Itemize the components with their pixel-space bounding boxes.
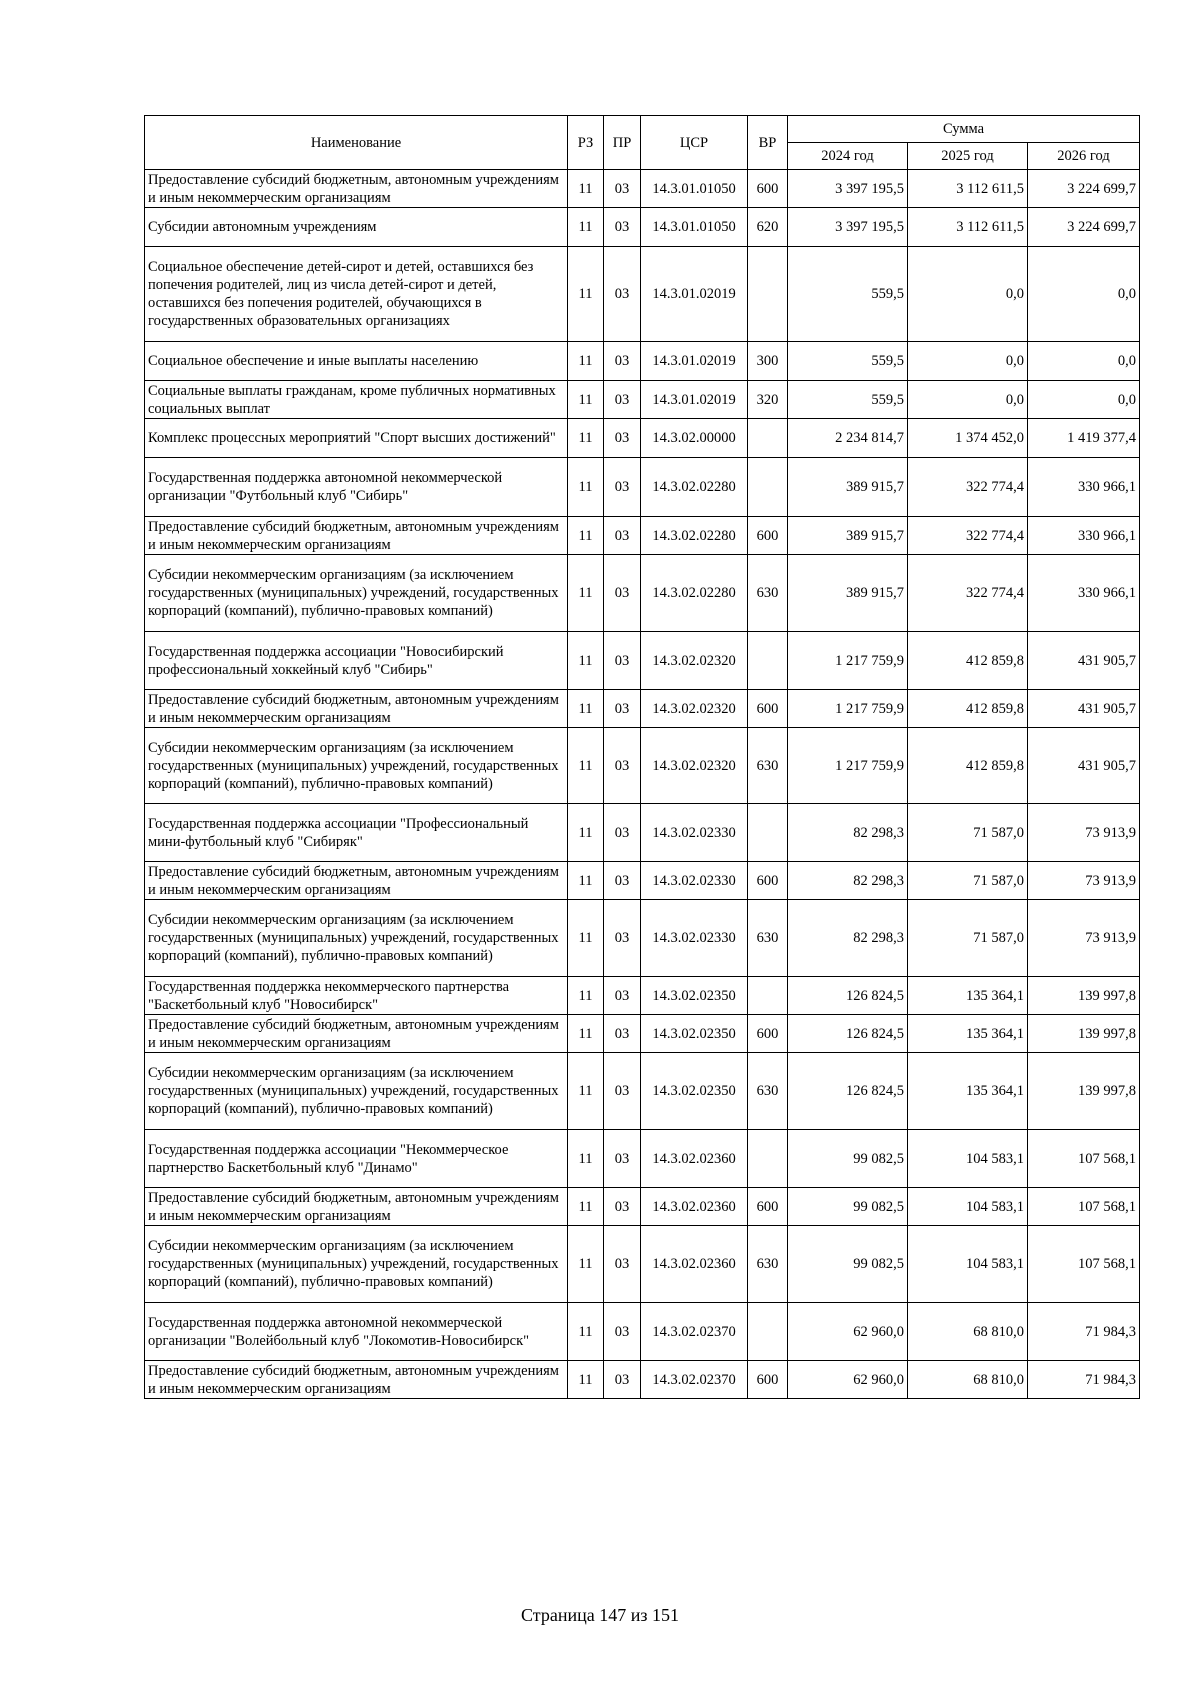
cell-amount-2025: 104 583,1 [908,1226,1028,1303]
cell-csr: 14.3.02.02370 [641,1361,748,1399]
cell-rz: 11 [568,1361,604,1399]
cell-name: Предоставление субсидий бюджетным, автономным учреждениям и иным некоммерческим организациям [145,1015,568,1053]
cell-vr: 600 [748,1015,788,1053]
cell-pr: 03 [604,1053,641,1130]
cell-vr: 600 [748,1361,788,1399]
cell-amount-2025: 71 587,0 [908,900,1028,977]
cell-amount-2024: 389 915,7 [788,555,908,632]
table-row [145,170,1140,208]
cell-vr: 630 [748,1226,788,1303]
cell-pr: 03 [604,555,641,632]
header-pr: ПР [604,116,641,170]
cell-amount-2025: 412 859,8 [908,690,1028,728]
cell-amount-2024: 559,5 [788,381,908,419]
cell-csr: 14.3.02.02350 [641,1053,748,1130]
cell-amount-2024: 62 960,0 [788,1361,908,1399]
page-number: Страница 147 из 151 [521,1605,679,1625]
cell-amount-2024: 99 082,5 [788,1130,908,1188]
cell-amount-2026: 73 913,9 [1028,862,1140,900]
cell-vr [748,632,788,690]
cell-amount-2026: 330 966,1 [1028,517,1140,555]
cell-csr: 14.3.02.02320 [641,632,748,690]
table-row [145,1015,1140,1053]
header-csr: ЦСР [641,116,748,170]
cell-name: Государственная поддержка ассоциации "Профессиональный мини-футбольный клуб "Сибиряк" [145,804,568,862]
cell-amount-2026: 431 905,7 [1028,632,1140,690]
cell-rz: 11 [568,804,604,862]
cell-name: Социальное обеспечение и иные выплаты населению [145,342,568,381]
cell-amount-2025: 1 374 452,0 [908,419,1028,458]
cell-amount-2025: 135 364,1 [908,1015,1028,1053]
cell-amount-2025: 412 859,8 [908,632,1028,690]
cell-name: Предоставление субсидий бюджетным, автономным учреждениям и иным некоммерческим организациям [145,1361,568,1399]
table-row [145,555,1140,632]
table-row [145,458,1140,517]
table-row [145,728,1140,804]
table-row [145,977,1140,1015]
table-row [145,862,1140,900]
cell-amount-2024: 82 298,3 [788,900,908,977]
cell-vr: 620 [748,208,788,247]
cell-amount-2025: 3 112 611,5 [908,208,1028,247]
budget-table [144,115,1140,1399]
table-row [145,208,1140,247]
cell-vr: 600 [748,1188,788,1226]
cell-amount-2024: 82 298,3 [788,804,908,862]
cell-csr: 14.3.01.02019 [641,247,748,342]
cell-amount-2026: 431 905,7 [1028,690,1140,728]
cell-amount-2026: 431 905,7 [1028,728,1140,804]
table-row [145,1188,1140,1226]
cell-name: Государственная поддержка ассоциации "Новосибирский профессиональный хоккейный клуб "Сибирь" [145,632,568,690]
cell-pr: 03 [604,1226,641,1303]
cell-vr [748,804,788,862]
cell-rz: 11 [568,1226,604,1303]
cell-rz: 11 [568,458,604,517]
table-row [145,342,1140,381]
cell-csr: 14.3.02.00000 [641,419,748,458]
cell-pr: 03 [604,632,641,690]
cell-vr: 630 [748,555,788,632]
cell-amount-2026: 73 913,9 [1028,804,1140,862]
header-rz: РЗ [568,116,604,170]
cell-amount-2026: 107 568,1 [1028,1130,1140,1188]
cell-rz: 11 [568,690,604,728]
cell-rz: 11 [568,170,604,208]
cell-pr: 03 [604,1188,641,1226]
cell-amount-2025: 412 859,8 [908,728,1028,804]
cell-csr: 14.3.02.02330 [641,862,748,900]
cell-name: Предоставление субсидий бюджетным, автономным учреждениям и иным некоммерческим организациям [145,862,568,900]
cell-amount-2026: 0,0 [1028,381,1140,419]
cell-amount-2025: 68 810,0 [908,1303,1028,1361]
cell-rz: 11 [568,555,604,632]
cell-amount-2026: 330 966,1 [1028,458,1140,517]
cell-vr: 630 [748,728,788,804]
cell-vr: 630 [748,1053,788,1130]
cell-pr: 03 [604,1361,641,1399]
cell-amount-2025: 135 364,1 [908,977,1028,1015]
table-row [145,1361,1140,1399]
header-name: Наименование [145,116,568,170]
cell-amount-2025: 322 774,4 [908,458,1028,517]
cell-amount-2026: 139 997,8 [1028,977,1140,1015]
cell-name: Субсидии некоммерческим организациям (за исключением государственных (муниципальных) учреждений, государственных корпораций (компаний), публично-правовых компаний) [145,1053,568,1130]
cell-amount-2024: 126 824,5 [788,1053,908,1130]
cell-amount-2026: 3 224 699,7 [1028,208,1140,247]
table-row [145,381,1140,419]
table-body [145,170,1140,1399]
cell-vr: 600 [748,862,788,900]
cell-name: Предоставление субсидий бюджетным, автономным учреждениям и иным некоммерческим организациям [145,517,568,555]
cell-pr: 03 [604,517,641,555]
cell-csr: 14.3.02.02350 [641,1015,748,1053]
header-year-2026: 2026 год [1028,143,1140,170]
cell-amount-2024: 389 915,7 [788,458,908,517]
cell-amount-2026: 73 913,9 [1028,900,1140,977]
cell-rz: 11 [568,1015,604,1053]
cell-vr [748,247,788,342]
cell-pr: 03 [604,458,641,517]
cell-pr: 03 [604,804,641,862]
cell-amount-2025: 135 364,1 [908,1053,1028,1130]
cell-amount-2025: 71 587,0 [908,862,1028,900]
cell-amount-2026: 139 997,8 [1028,1015,1140,1053]
table-row [145,1053,1140,1130]
cell-vr [748,419,788,458]
cell-pr: 03 [604,1130,641,1188]
cell-name: Предоставление субсидий бюджетным, автономным учреждениям и иным некоммерческим организациям [145,1188,568,1226]
cell-pr: 03 [604,208,641,247]
cell-amount-2026: 0,0 [1028,247,1140,342]
table-row [145,517,1140,555]
cell-csr: 14.3.01.02019 [641,342,748,381]
cell-pr: 03 [604,728,641,804]
cell-rz: 11 [568,1303,604,1361]
table-row [145,632,1140,690]
cell-rz: 11 [568,342,604,381]
cell-pr: 03 [604,247,641,342]
cell-amount-2024: 3 397 195,5 [788,170,908,208]
cell-pr: 03 [604,862,641,900]
cell-amount-2026: 3 224 699,7 [1028,170,1140,208]
table-row [145,1303,1140,1361]
cell-vr: 300 [748,342,788,381]
cell-vr [748,1130,788,1188]
table-row [145,247,1140,342]
cell-csr: 14.3.02.02320 [641,690,748,728]
cell-amount-2025: 68 810,0 [908,1361,1028,1399]
table-header [145,116,1140,170]
cell-csr: 14.3.02.02330 [641,804,748,862]
cell-amount-2025: 0,0 [908,381,1028,419]
cell-amount-2024: 126 824,5 [788,977,908,1015]
cell-name: Социальное обеспечение детей-сирот и детей, оставшихся без попечения родителей, лиц из числа детей-сирот и детей, оставшихся без попечения родителей, обучающихся в государственных образовательных организациях [145,247,568,342]
cell-vr [748,977,788,1015]
cell-amount-2025: 0,0 [908,247,1028,342]
cell-amount-2024: 99 082,5 [788,1188,908,1226]
cell-amount-2025: 104 583,1 [908,1188,1028,1226]
cell-csr: 14.3.02.02280 [641,517,748,555]
cell-name: Субсидии автономным учреждениям [145,208,568,247]
cell-vr: 600 [748,690,788,728]
cell-amount-2025: 3 112 611,5 [908,170,1028,208]
cell-amount-2025: 71 587,0 [908,804,1028,862]
cell-amount-2026: 71 984,3 [1028,1361,1140,1399]
cell-rz: 11 [568,900,604,977]
cell-rz: 11 [568,419,604,458]
cell-rz: 11 [568,977,604,1015]
cell-amount-2024: 1 217 759,9 [788,728,908,804]
cell-rz: 11 [568,381,604,419]
table-row [145,804,1140,862]
table-row [145,690,1140,728]
cell-csr: 14.3.02.02360 [641,1188,748,1226]
table-row [145,1130,1140,1188]
cell-pr: 03 [604,690,641,728]
cell-csr: 14.3.02.02280 [641,458,748,517]
cell-vr: 600 [748,517,788,555]
cell-csr: 14.3.01.02019 [641,381,748,419]
cell-name: Субсидии некоммерческим организациям (за исключением государственных (муниципальных) учреждений, государственных корпораций (компаний), публично-правовых компаний) [145,728,568,804]
cell-csr: 14.3.02.02330 [641,900,748,977]
header-year-2024: 2024 год [788,143,908,170]
cell-rz: 11 [568,1130,604,1188]
header-vr: ВР [748,116,788,170]
cell-pr: 03 [604,1015,641,1053]
cell-name: Социальные выплаты гражданам, кроме публичных нормативных социальных выплат [145,381,568,419]
cell-rz: 11 [568,632,604,690]
cell-vr: 630 [748,900,788,977]
cell-amount-2024: 82 298,3 [788,862,908,900]
cell-name: Субсидии некоммерческим организациям (за исключением государственных (муниципальных) учреждений, государственных корпораций (компаний), публично-правовых компаний) [145,1226,568,1303]
cell-pr: 03 [604,381,641,419]
cell-csr: 14.3.02.02360 [641,1130,748,1188]
table-row [145,419,1140,458]
header-sum: Сумма [788,116,1140,143]
cell-rz: 11 [568,728,604,804]
cell-pr: 03 [604,342,641,381]
cell-amount-2024: 1 217 759,9 [788,632,908,690]
cell-amount-2024: 389 915,7 [788,517,908,555]
header-year-2025: 2025 год [908,143,1028,170]
cell-vr: 600 [748,170,788,208]
cell-amount-2024: 2 234 814,7 [788,419,908,458]
cell-vr [748,458,788,517]
cell-csr: 14.3.02.02350 [641,977,748,1015]
cell-amount-2024: 559,5 [788,342,908,381]
cell-vr [748,1303,788,1361]
cell-csr: 14.3.02.02370 [641,1303,748,1361]
cell-name: Предоставление субсидий бюджетным, автономным учреждениям и иным некоммерческим организациям [145,170,568,208]
cell-name: Субсидии некоммерческим организациям (за исключением государственных (муниципальных) учреждений, государственных корпораций (компаний), публично-правовых компаний) [145,900,568,977]
cell-amount-2025: 104 583,1 [908,1130,1028,1188]
cell-amount-2026: 107 568,1 [1028,1226,1140,1303]
cell-csr: 14.3.01.01050 [641,170,748,208]
cell-rz: 11 [568,208,604,247]
cell-name: Предоставление субсидий бюджетным, автономным учреждениям и иным некоммерческим организациям [145,690,568,728]
cell-amount-2024: 126 824,5 [788,1015,908,1053]
cell-amount-2026: 0,0 [1028,342,1140,381]
cell-vr: 320 [748,381,788,419]
cell-rz: 11 [568,1053,604,1130]
cell-pr: 03 [604,900,641,977]
cell-csr: 14.3.01.01050 [641,208,748,247]
cell-amount-2024: 99 082,5 [788,1226,908,1303]
cell-pr: 03 [604,170,641,208]
cell-rz: 11 [568,1188,604,1226]
cell-amount-2025: 0,0 [908,342,1028,381]
cell-rz: 11 [568,517,604,555]
cell-csr: 14.3.02.02280 [641,555,748,632]
table-row [145,1226,1140,1303]
cell-amount-2024: 62 960,0 [788,1303,908,1361]
cell-amount-2025: 322 774,4 [908,555,1028,632]
cell-name: Комплекс процессных мероприятий "Спорт высших достижений" [145,419,568,458]
cell-amount-2026: 107 568,1 [1028,1188,1140,1226]
cell-amount-2026: 71 984,3 [1028,1303,1140,1361]
cell-name: Субсидии некоммерческим организациям (за исключением государственных (муниципальных) учреждений, государственных корпораций (компаний), публично-правовых компаний) [145,555,568,632]
cell-name: Государственная поддержка автономной некоммерческой организации "Футбольный клуб "Сибирь" [145,458,568,517]
cell-amount-2024: 3 397 195,5 [788,208,908,247]
cell-rz: 11 [568,862,604,900]
cell-amount-2026: 330 966,1 [1028,555,1140,632]
cell-amount-2024: 1 217 759,9 [788,690,908,728]
cell-pr: 03 [604,977,641,1015]
cell-amount-2024: 559,5 [788,247,908,342]
cell-pr: 03 [604,419,641,458]
cell-amount-2025: 322 774,4 [908,517,1028,555]
cell-name: Государственная поддержка автономной некоммерческой организации "Волейбольный клуб "Локомотив-Новосибирск" [145,1303,568,1361]
cell-amount-2026: 1 419 377,4 [1028,419,1140,458]
table-row [145,900,1140,977]
cell-rz: 11 [568,247,604,342]
cell-name: Государственная поддержка ассоциации "Некоммерческое партнерство Баскетбольный клуб "Динамо" [145,1130,568,1188]
cell-name: Государственная поддержка некоммерческого партнерства "Баскетбольный клуб "Новосибирск" [145,977,568,1015]
cell-pr: 03 [604,1303,641,1361]
cell-amount-2026: 139 997,8 [1028,1053,1140,1130]
cell-csr: 14.3.02.02360 [641,1226,748,1303]
cell-csr: 14.3.02.02320 [641,728,748,804]
